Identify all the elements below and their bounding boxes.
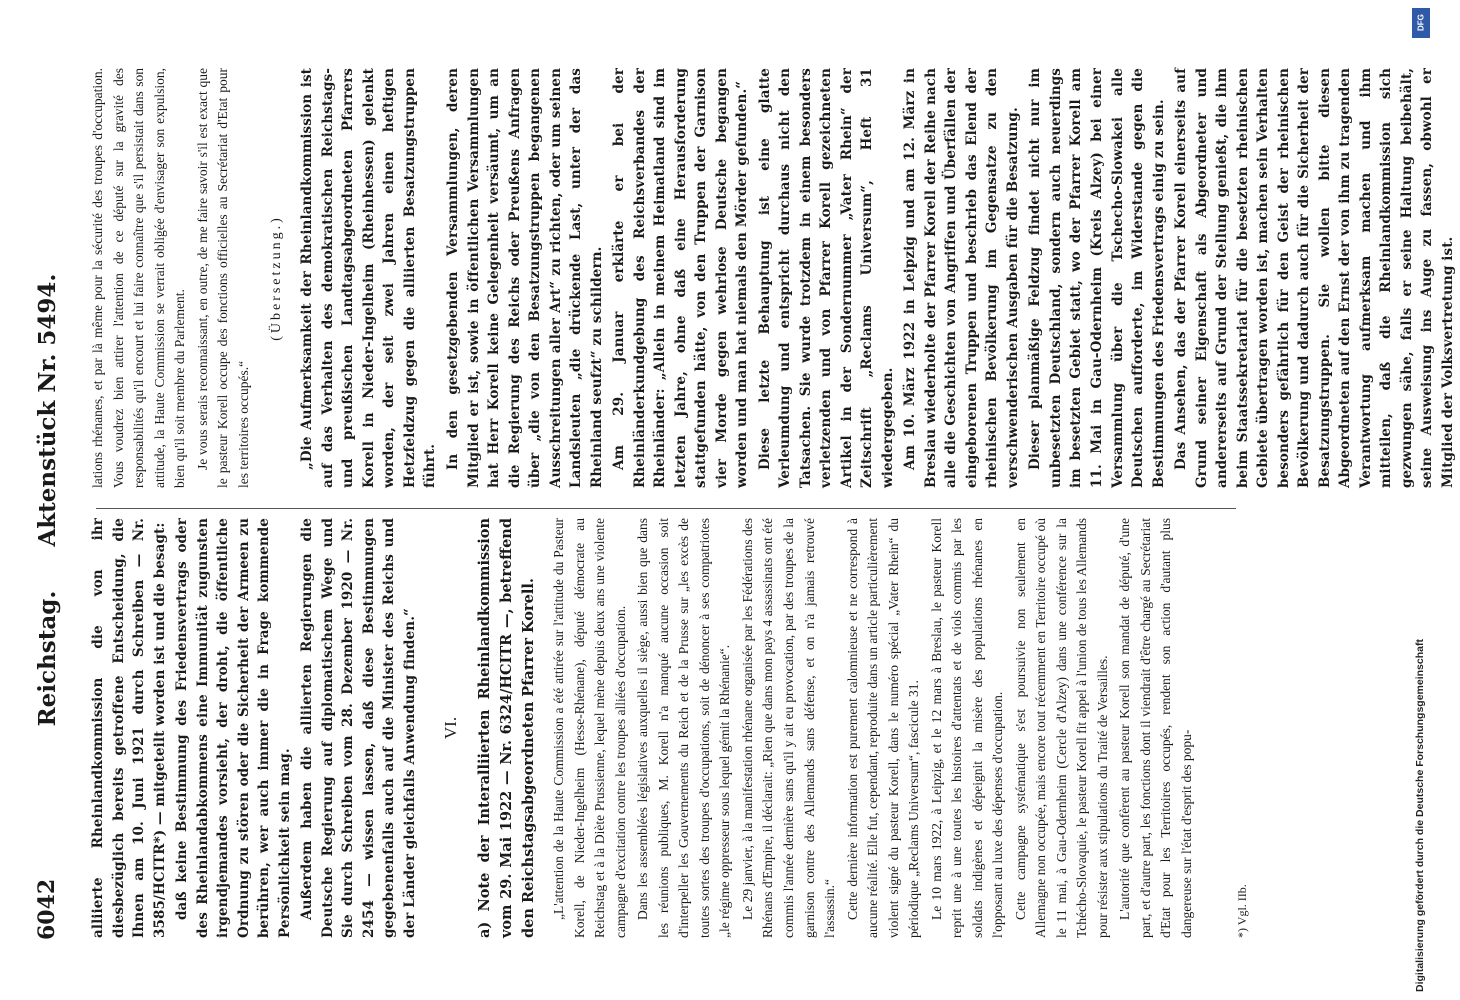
german-paragraph: In den gesetzgebenden Versammlungen, deren Mitglied er ist, sowie in öffentlichen Versammlungen hat Herr Korell keine Gelegenheit versäumt, um an die Regierung des Reichs oder Preußens Anfragen über „die von den Besatzungstruppen begangenen Ausschreitungen aller Art“ zu richten, oder um seinen Landsleuten „die drückende Last, unter der das Rheinland seufzt“ zu schildern.: [445, 68, 605, 488]
digitization-credit: [1410, 0, 1434, 1000]
french-continuation-paragraph: Je vous serais reconnaissant, en outre, de me faire savoir s'il est exact que le pasteur Korell occupe des fonctions officielles au Secrétariat d'Etat pour les territoires occupés.“: [194, 68, 251, 488]
german-paragraph: Das Ansehen, das der Pfarrer Korell einerseits auf Grund seiner Eigenschaft als Abgeordneter und andererseits auf Grund der Stellung genießt, die ihm beim Staatssekretariat für die besetzten rheinischen Gebiete übertragen worden ist, machen sein Verhalten besonders gefährlich für den Geist der rheinischen Bevölkerung und dadurch auch für die Sicherheit der Besatzungstruppen. Sie wollen bitte diesen Abgeordneten auf den Ernst der von ihm zu tragenden Verantwortung aufmerksam machen und ihm mitteilen, daß die Rheinlandkommission sich gezwungen sähe, falls er seine Haltung beibehält, seine Ausweisung ins Auge zu fassen, obwohl er Mitglied der Volksvertretung ist.: [1173, 68, 1456, 488]
french-paragraph: Cette dernière information est purement calomnieuse et ne correspond à aucune réalité. Elle fut, cependant, reproduite dans un article particulièrement violent signé du pasteur Korell, dans le numéro spécial „Vater Rhein“ du périodique „Reclams Universum“, fascicule 31.: [844, 518, 922, 938]
translation-heading: (Übersetzung.): [269, 215, 285, 341]
footnote: *) Vgl. IIb.: [1235, 884, 1250, 938]
section-title: a) Note der Interalliierten Rheinlandkommission vom 29. Mai 1922 — Nr. 6324/HCITR —, betreffend den Reichstagsabgeordneten Pfarrer Korell.: [476, 518, 537, 938]
french-paragraph: Le 10 mars 1922, à Leipzig, et le 12 mars à Breslau, le pasteur Korell reprit une à une toutes les histoires d'attentats et de viols commis par les soldats indigènes et dépeignit la misère des populations rhénanes en l'opposant au luxe des dépenses d'occupation.: [928, 518, 1006, 938]
right-column: [88, 68, 1460, 488]
french-paragraph: Le 29 janvier, à la manifestation rhénane organisée par les Fédérations des Rhénans d'Empire, il déclarait: „Rien que dans mon pays 4 assassinats ont été commis l'année dernière sans qu'il y ait eu provocation, par des troupes de la garnison contre des Allemands sans défense, et on n'a jamais retrouvé l'assassin.“: [739, 518, 838, 938]
left-column: [88, 518, 1252, 938]
dfg-logo: DFG: [1412, 8, 1430, 38]
german-paragraph: „Die Aufmerksamkeit der Rheinlandkommission ist auf das Verhalten des demokratischen Reichstags- und preußischen Landtagsabgeordneten Pfarrers Korell in Nieder-Ingelheim (Rheinhessen) gelenkt worden, der seit zwei Jahren einen heftigen Hetzfeldzug gegen die alliierten Besatzungstruppen führt.: [299, 68, 439, 488]
intro-paragraph: Außerdem haben die alliierten Regierungen die Deutsche Regierung auf diplomatischem Wege und Sie durch Schreiben vom 28. Dezember 1920 — Nr. 2454 — wissen lassen, daß diese Bestimmungen gegebenenfalls auch auf die Minister des Reichs und der Länder gleichfalls Anwendung finden.“: [299, 518, 418, 938]
intro-paragraph: daß keine Bestimmung des Friedensvertrags oder des Rheinlandabkommens eine Immunität zugunsten irgendjemandes vorsieht, der droht, die öffentliche Ordnung zu stören oder die Sicherheit der Armeen zu berühren, wer auch immer die in Frage kommende Persönlichkeit sein mag.: [174, 518, 293, 938]
page-number: 6042: [34, 878, 60, 940]
german-paragraph: Am 29. Januar erklärte er bei der Rheinländerkundgebung des Reichsverbandes der Rheinländer: „Allein in meinem Heimatland sind im letzten Jahre, ohne daß eine Herausforderung stattgefunden hätte, von den Truppen der Garnison vier Morde gegen wehrlose Deutsche begangen worden und man hat niemals den Mörder gefunden.“: [611, 68, 751, 488]
french-paragraph: „L'attention de la Haute Commission a été attirée sur l'attitude du Pasteur Korell, de Nieder-Ingelheim (Hesse-Rhénane), député démocrate au Reichstag et à la Diète Prussienne, lequel mène depuis deux ans une violente campagne d'excitation contre les troupes alliées d'occupation.: [551, 518, 628, 938]
page-header: [32, 60, 72, 940]
french-continuation-paragraph: lations rhénanes, et par là même pour la sécurité des troupes d'occupation. Vous voudrez bien attirer l'attention de ce député sur la gravité des responsabilités qu'il encourt et lui faire connaître que s'il persistait dans son attitude, la Haute Commission se verrait obligée d'envisager son expulsion, bien qu'il soit membre du Parlement.: [90, 68, 188, 488]
german-paragraph: Am 10. März 1922 in Leipzig und am 12. März in Breslau wiederholte der Pfarrer Korell der Reihe nach alle die Geschichten von Angriffen und Überfällen der eingeborenen Truppen und beschrieb das Elend der rheinischen Bevölkerung im Gegensatze zu den verschwenderischen Ausgaben für die Besatzung.: [902, 68, 1021, 488]
section-number: VI.: [441, 716, 461, 740]
french-paragraph: Dans les assemblées législatives auxquelles il siège, aussi bien que dans les réunions publiques, M. Korell n'a manqué aucune occasion soit d'interpeller les Gouvernements du Reich et de la Prusse sur „les excès de toutes sortes des troupes d'occupations, soit de dénoncer à ses compatriotes „le régime oppresseur sous lequel gémit la Rhénanie“.: [635, 518, 733, 938]
german-paragraph: Dieser planmäßige Feldzug findet nicht nur im unbesetzten Deutschland, sondern auch neuerdings im besetzten Gebiet statt, wo der Pfarrer Korell am 11. Mai in Gau-Odernheim (Kreis Alzey) bei einer Versammlung über die Tschecho-Slowakei alle Deutschen aufforderte, im Widerstande gegen die Bestimmungen des Friedensvertrags einig zu sein.: [1027, 68, 1167, 488]
french-paragraph: L'autorité que confèrent au pasteur Korell son mandat de député, d'une part, et d'autre part, les fonctions dont il viendrait d'être chargé au Secrétariat d'Etat pour les Territoires occupés, rendent son action d'autant plus dangereuse sur l'état d'esprit des popu-: [1117, 518, 1194, 938]
french-paragraph: Cette campagne systématique s'est poursuivie non seulement en Allemagne non occupée, mais encore tout récemment en Territoire occupé où le 11 mai, à Gau-Odernheim (Cercle d'Alzey) dans une conférence sur la Tchécho-Slovaquie, le pasteur Korell fit appel à l'union de tous les Allemands pour résister aux stipulations du Traité de Versailles.: [1012, 518, 1110, 938]
column-divider: [96, 508, 1236, 509]
german-paragraph: Diese letzte Behauptung ist eine glatte Verleumdung und entspricht durchaus nicht den Tatsachen. Sie wurde trotzdem in einem besonders verletzenden und von Pfarrer Korell gezeichneten Artikel in der Sondernummer „Vater Rhein“ der Zeitschrift „Reclams Universum“, Heft 31 wiedergegeben.: [756, 68, 896, 488]
page-title: [34, 60, 61, 940]
intro-paragraph: alliierte Rheinlandkommission die von ihr diesbezüglich bereits getroffene Entscheidung, die Ihnen am 10. Juni 1921 durch Schreiben — Nr. 3585/HCITR*) — mitgeteilt worden ist und die besagt:: [90, 518, 168, 938]
header-title-left: Reichstag.: [34, 590, 61, 727]
header-title-right: Aktenstück Nr. 5494.: [34, 273, 61, 547]
credit-text: Digitalisierung gefördert durch die Deutsche Forschungsgemeinschaft: [1414, 639, 1426, 992]
